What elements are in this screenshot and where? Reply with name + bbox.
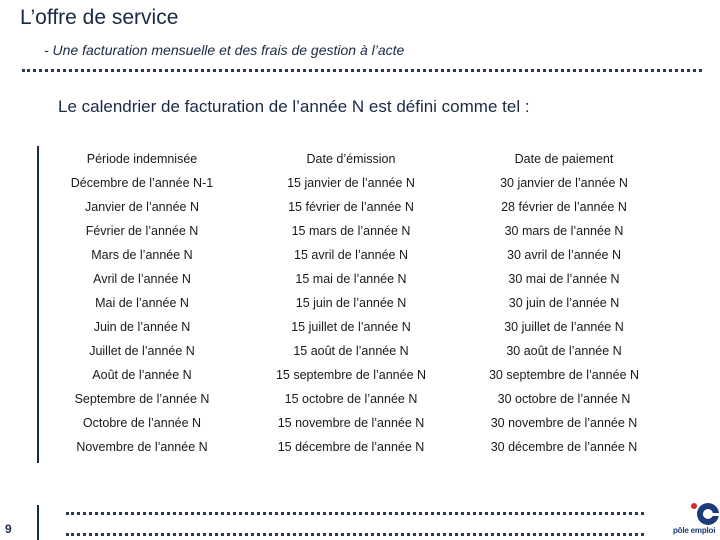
- cell-periode: Juillet de l’année N: [89, 344, 195, 358]
- cell-paiement: 30 janvier de l’année N: [500, 176, 628, 190]
- cell-paiement: 30 juillet de l’année N: [504, 320, 624, 334]
- table-row: [40, 171, 670, 195]
- header-periode: Période indemnisée: [86, 152, 198, 166]
- cell-periode: Mai de l’année N: [95, 296, 189, 310]
- cell-periode: Septembre de l’année N: [74, 392, 210, 406]
- table-row: [40, 195, 670, 219]
- cell-emission: 15 décembre de l’année N: [277, 440, 425, 454]
- cell-paiement: 30 décembre de l’année N: [490, 440, 638, 454]
- table-row: [40, 291, 670, 315]
- cell-paiement: 30 septembre de l’année N: [488, 368, 640, 382]
- table-row: [40, 243, 670, 267]
- slide-subtitle: - Une facturation mensuelle et des frais de gestion à l’acte: [44, 42, 405, 58]
- table-row: [40, 363, 670, 387]
- cell-periode: Octobre de l’année N: [82, 416, 202, 430]
- cell-emission: 15 mai de l’année N: [295, 272, 407, 286]
- cell-paiement: 30 octobre de l’année N: [497, 392, 631, 406]
- page-number: 9: [5, 522, 12, 536]
- header-emission: Date d’émission: [306, 152, 396, 166]
- intro-text: Le calendrier de facturation de l’année N est défini comme tel :: [58, 97, 530, 116]
- slide-title: L’offre de service: [20, 6, 179, 29]
- table-row: [40, 315, 670, 339]
- table-row: [40, 267, 670, 291]
- cell-paiement: 30 novembre de l’année N: [490, 416, 638, 430]
- cell-periode: Janvier de l’année N: [85, 200, 199, 214]
- table-left-rule: [37, 146, 39, 463]
- table-row: [40, 219, 670, 243]
- cell-paiement: 30 avril de l’année N: [507, 248, 621, 262]
- table-row: [40, 339, 670, 363]
- bottom-dotted-divider-1: [66, 512, 644, 515]
- cell-emission: 15 février de l’année N: [288, 200, 414, 214]
- cell-emission: 15 août de l’année N: [293, 344, 409, 358]
- table-header-row: [40, 147, 670, 171]
- cell-emission: 15 novembre de l’année N: [277, 416, 425, 430]
- cell-emission: 15 janvier de l’année N: [287, 176, 415, 190]
- cell-emission: 15 juillet de l’année N: [291, 320, 411, 334]
- cell-emission: 15 septembre de l’année N: [275, 368, 427, 382]
- header-paiement: Date de paiement: [514, 152, 614, 166]
- cell-emission: 15 juin de l’année N: [295, 296, 407, 310]
- cell-paiement: 30 mai de l’année N: [508, 272, 620, 286]
- cell-paiement: 30 juin de l’année N: [508, 296, 620, 310]
- table-row: [40, 435, 670, 459]
- table-row: [40, 411, 670, 435]
- cell-periode: Février de l’année N: [85, 224, 199, 238]
- cell-emission: 15 mars de l’année N: [291, 224, 411, 238]
- logo-wordmark: pôle emploi: [673, 526, 716, 535]
- top-dotted-divider: [22, 69, 702, 72]
- cell-paiement: 30 août de l’année N: [506, 344, 622, 358]
- bottom-dotted-divider-2: [66, 533, 644, 536]
- cell-periode: Décembre de l’année N-1: [70, 176, 214, 190]
- cell-periode: Novembre de l’année N: [76, 440, 208, 454]
- cell-emission: 15 octobre de l’année N: [284, 392, 418, 406]
- cell-emission: 15 avril de l’année N: [294, 248, 408, 262]
- cell-paiement: 28 février de l’année N: [501, 200, 627, 214]
- table-row: [40, 387, 670, 411]
- billing-calendar-table: [40, 147, 670, 459]
- cell-periode: Août de l’année N: [92, 368, 192, 382]
- cell-paiement: 30 mars de l’année N: [504, 224, 624, 238]
- cell-periode: Avril de l’année N: [93, 272, 191, 286]
- cell-periode: Juin de l’année N: [93, 320, 191, 334]
- page-number-rule: [37, 505, 39, 540]
- cell-periode: Mars de l’année N: [91, 248, 193, 262]
